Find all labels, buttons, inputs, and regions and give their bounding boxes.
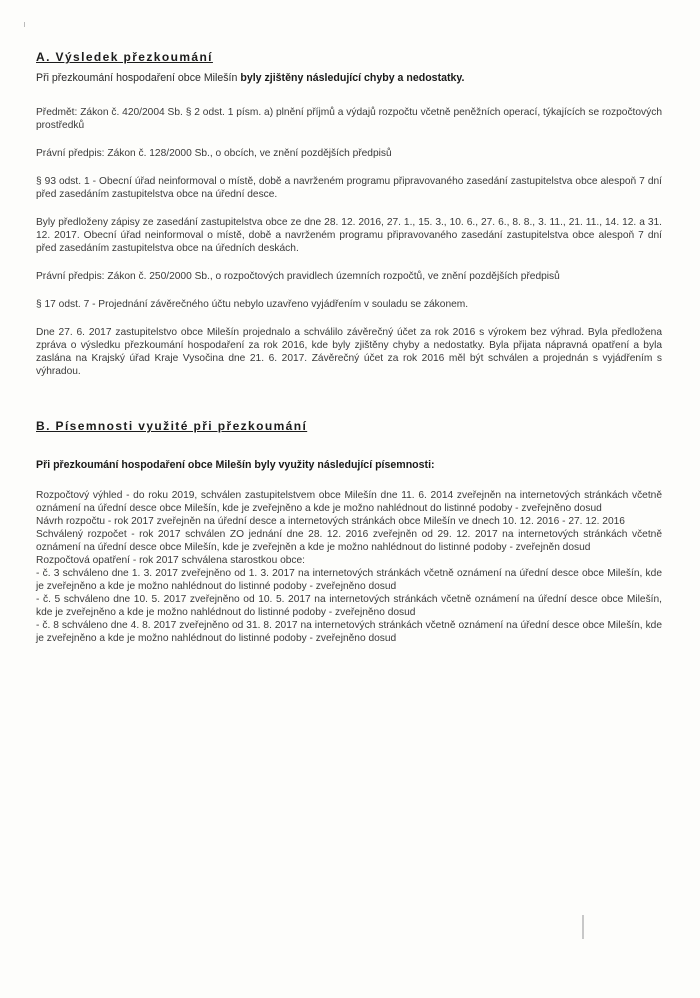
document-list-item: Rozpočtová opatření - rok 2017 schválena starostkou obce: [36, 555, 305, 566]
section-b-lead: Při přezkoumání hospodaření obce Milešín byly využity následující písemnosti: [36, 459, 435, 471]
subject-paragraph: Předmět: Zákon č. 420/2004 Sb. § 2 odst. 1 písm. a) plnění příjmů a výdajů rozpočtu včetně peněžních operací, týkajících se rozpočtových prostředků [36, 107, 662, 131]
document-list-item: Rozpočtový výhled - do roku 2019, schválen zastupitelstvem obce Milešín dne 11. 6. 2014 zveřejněn na internetových stránkách včetně oznámení na úřední desce obce Milešín, kde je zveřejněno a kde je možno nahlédnout do listinné podoby - zveřejněno dosud [36, 490, 662, 514]
legal-regulation-paragraph: Právní předpis: Zákon č. 250/2000 Sb., o rozpočtových pravidlech územních rozpočtů, ve znění pozdějších předpisů [36, 271, 560, 282]
document-list-item: Schválený rozpočet - rok 2017 schválen ZO jednání dne 28. 12. 2016 zveřejněn od 29. 12. 2017 na internetových stránkách včetně oznámení na úřední desce obce Milešín, kde je zveřejněn a kde je možno nahlédnout do listinné podoby - zveřejněn dosud [36, 529, 662, 553]
section-a-lead [36, 72, 662, 84]
section-a-lead-bold: byly zjištěny následující chyby a nedostatky. [240, 72, 465, 84]
finding-paragraph: § 17 odst. 7 - Projednání závěrečného účtu nebylo uzavřeno vyjádřením v souladu se zákonem. [36, 299, 469, 310]
document-list-item: - č. 5 schváleno dne 10. 5. 2017 zveřejněno od 10. 5. 2017 na internetových stránkách včetně oznámení na úřední desce obce Milešín, kde je zveřejněno a kde je možno nahlédnout do listinné podoby - zveřejněno dosud [36, 594, 662, 618]
section-b-heading: B. Písemnosti využité při přezkoumání [36, 419, 308, 433]
finding-paragraph: § 93 odst. 1 - Obecní úřad neinformoval o místě, době a navrženém programu připravovaného zasedání zastupitelstva obce alespoň 7 dní před zasedáním zastupitelstva obce na úřední desce. [36, 176, 662, 200]
document-list-item: Návrh rozpočtu - rok 2017 zveřejněn na úřední desce a internetových stránkách obce Milešín ve dnech 10. 12. 2016 - 27. 12. 2016 [36, 516, 625, 527]
scan-mark [24, 22, 25, 27]
legal-regulation-paragraph: Právní předpis: Zákon č. 128/2000 Sb., o obcích, ve znění pozdějších předpisů [36, 148, 392, 159]
document-list-item: - č. 8 schváleno dne 4. 8. 2017 zveřejněno od 31. 8. 2017 na internetových stránkách včetně oznámení na úřední desce obce Milešín, kde je zveřejněno a kde je možno nahlédnout do listinné podoby - zveřejněno dosud [36, 620, 662, 644]
finding-detail-paragraph: Byly předloženy zápisy ze zasedání zastupitelstva obce ze dne 28. 12. 2016, 27. 1., 15. 3., 10. 6., 27. 6., 8. 8., 3. 11., 21. 11., 14. 12. a 31. 12. 2017. Obecní úřad neinformoval o místě, době a navrženém programu připravovaného zasedání zastupitelstva obce alespoň 7 dní před zasedáním zastupitelstva obce na úředních deskách. [36, 217, 662, 254]
scan-mark [582, 915, 584, 939]
document-list-item: - č. 3 schváleno dne 1. 3. 2017 zveřejněno od 1. 3. 2017 na internetových stránkách včetně oznámení na úřední desce obce Milešín, kde je zveřejněno a kde je možno nahlédnout do listinné podoby - zveřejněno dosud [36, 568, 662, 592]
document-page [36, 50, 662, 645]
section-a-heading: A. Výsledek přezkoumání [36, 50, 213, 64]
finding-detail-paragraph: Dne 27. 6. 2017 zastupitelstvo obce Milešín projednalo a schválilo závěrečný účet za rok 2016 s výrokem bez výhrad. Byla předložena zpráva o výsledku přezkoumání hospodaření za rok 2016, kde byly zjištěny chyby a nedostatky. Byla přijata nápravná opatření a byla zaslána na Krajský úřad Kraje Vysočina dne 21. 6. 2017. Závěrečný účet za rok 2016 měl být schválen a projednán s vyjádřením s výhradou. [36, 327, 662, 377]
section-a-lead-plain: Při přezkoumání hospodaření obce Milešín [36, 72, 241, 84]
